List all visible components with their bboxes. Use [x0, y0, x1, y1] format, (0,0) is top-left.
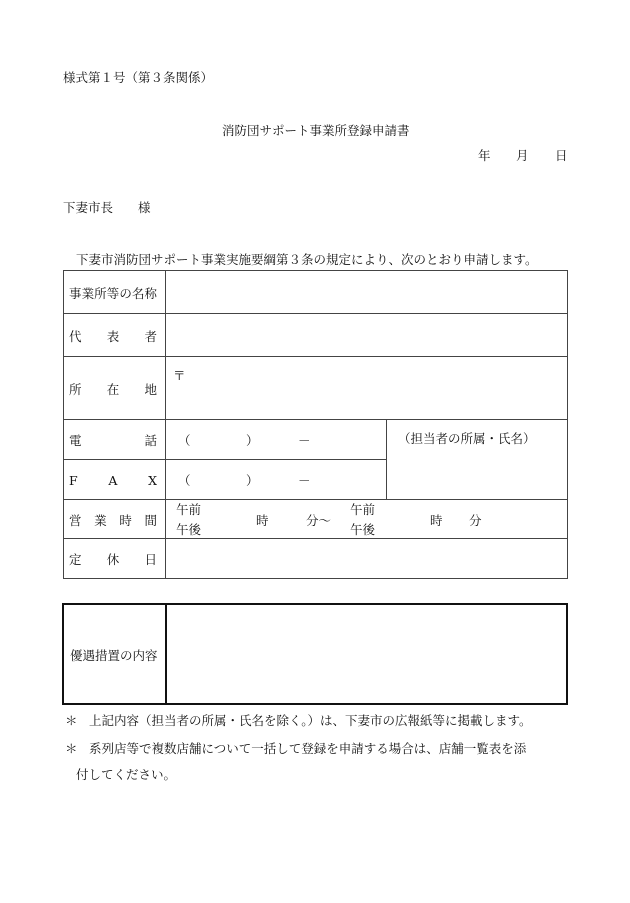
phone-dash: － — [298, 433, 311, 448]
label-business-name: 事業所等の名称 — [69, 286, 157, 301]
form-number: 様式第１号（第３条関係） — [63, 70, 214, 85]
location-field[interactable] — [186, 357, 566, 419]
phone-paren-open: （ — [178, 433, 191, 448]
close-hour: 時 — [430, 513, 443, 528]
note-2-continued: 付してください。 — [76, 767, 177, 782]
note-1: 上記内容（担当者の所属・氏名を除く。）は、下妻市の広報紙等に掲載します。 — [89, 713, 532, 728]
addressee-name: 下妻市長 — [63, 200, 114, 215]
date-year: 年 — [478, 148, 491, 163]
date-day: 日 — [555, 148, 568, 163]
representative-field[interactable] — [166, 314, 566, 356]
contact-person-field[interactable] — [387, 445, 566, 498]
label-location: 所 在 地 — [69, 382, 157, 397]
close-am: 午前 — [350, 502, 376, 517]
contact-person-label: （担当者の所属・氏名） — [398, 431, 536, 446]
benefits-field[interactable] — [168, 605, 566, 703]
label-benefits: 優遇措置の内容 — [70, 648, 158, 663]
note-2: 系列店等で複数店舗について一括して登録を申請する場合は、店舗一覧表を添 — [89, 741, 527, 756]
business-name-field[interactable] — [166, 271, 566, 313]
close-minute: 分 — [469, 513, 482, 528]
date-month: 月 — [516, 148, 529, 163]
label-business-hours: 営 業 時 間 — [69, 513, 157, 528]
intro-text: 下妻市消防団サポート事業実施要綱第３条の規定により、次のとおり申請します。 — [76, 252, 538, 267]
open-minute: 分～ — [306, 513, 332, 528]
fax-paren-close: ） — [246, 473, 259, 488]
label-phone: 電 話 — [69, 433, 157, 448]
addressee-honorific: 様 — [138, 200, 151, 215]
note-1-mark: ＊ — [65, 713, 78, 728]
fax-paren-open: （ — [178, 473, 191, 488]
open-pm: 午後 — [176, 522, 202, 537]
phone-paren-close: ） — [246, 433, 259, 448]
fax-dash: － — [298, 473, 311, 488]
benefits-table — [62, 603, 568, 705]
postal-mark: 〒 — [173, 368, 186, 383]
label-fax: F A X — [69, 473, 157, 488]
label-holiday: 定 休 日 — [69, 552, 157, 567]
open-hour: 時 — [256, 513, 269, 528]
label-representative: 代 表 者 — [69, 329, 157, 344]
open-am: 午前 — [176, 502, 202, 517]
close-pm: 午後 — [350, 522, 376, 537]
holiday-field[interactable] — [166, 539, 566, 577]
form-title: 消防団サポート事業所登録申請書 — [222, 123, 410, 138]
note-2-mark: ＊ — [65, 741, 78, 756]
